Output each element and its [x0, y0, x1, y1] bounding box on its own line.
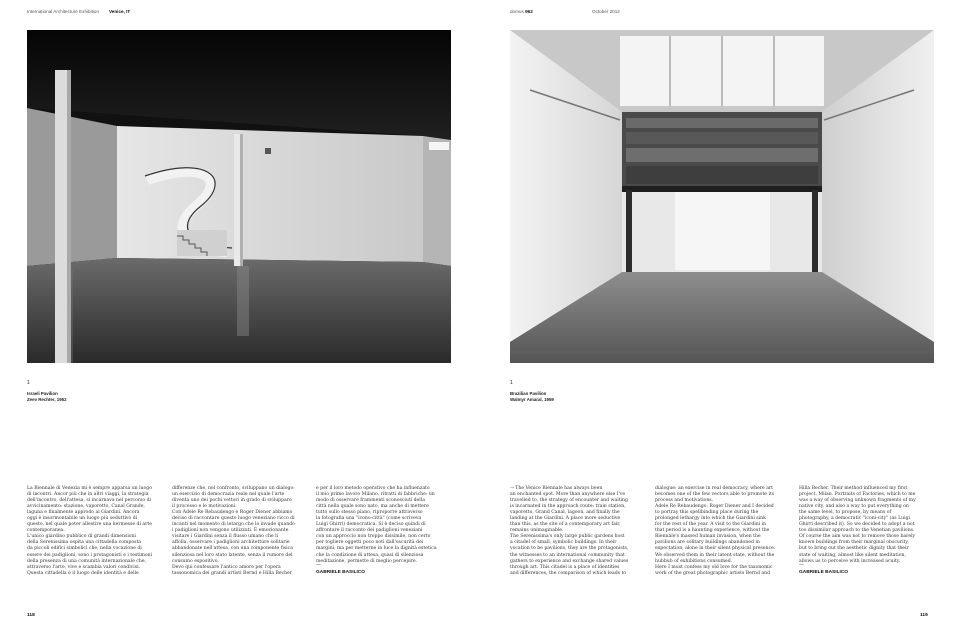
- author-signature-left: GABRIELE BASILICO: [316, 570, 366, 575]
- text-column-en-1: → The Venice Biennale has always been an enchanted spot. More than anywhere else I've travelled to, the strategy of encounter and waiting is incarnated in the approach route: train station, vaporetto, Grand Canal, lagoon, and finally the landing at the Giardini. A place more seductive than this, as the site of a contemporary art fair, remains unimaginable. The Serenissima's only large public gardens host a citadel of small, symbolic buildings. In their vocation to be pavilions, they are the protagonists, the witnesses to an international community that gathers to experience and exchange shared values through art. This citadel is a place of identities and differences, the comparison of which leads to: [510, 486, 629, 576]
- israeli-caption: [27, 381, 67, 402]
- running-head-issue: 962: [525, 9, 533, 14]
- caption-number: 1: [510, 380, 513, 386]
- signature-dash-left: —: [316, 562, 321, 568]
- running-head-place-text: Venice, IT: [109, 9, 131, 14]
- caption-credit: Walmyr Amaral, 1959: [510, 396, 554, 402]
- brazilian-pavilion-image: [510, 30, 934, 363]
- signature-dash-right: —: [799, 562, 804, 568]
- author-signature-right: GABRIELE BASILICO: [799, 570, 849, 575]
- brazilian-pavilion-photo: [510, 30, 934, 363]
- caption-title: Brazilian Pavilion: [510, 391, 547, 397]
- israeli-pavilion-image: [27, 30, 451, 363]
- page-number-right: 119: [920, 613, 928, 618]
- caption-credit: Zeev Rechter, 1952: [27, 396, 67, 402]
- running-head-section: International Architecture Exhibition: [27, 9, 100, 14]
- page-number-left: 118: [27, 613, 35, 618]
- text-column-en-3: Hilla Becher. Their method influenced my first project, Milan. Portraits of Factories, which to me was a way of observing unknown fragments of my native city, and also a way to put everything on the same level, to propose, by means of photography, a democratic "iconi-city" (as Luigi Ghirri described it). So we decided to adopt a not too dissimilar approach to the Venetian pavilions. Of course the aim was not to remove those barely known buildings from their marginal obscurity, but to bring out the aesthetic dignity that their state of waiting, almost like silent meditation, allows us to perceive with increased acuity.: [799, 486, 916, 564]
- running-head-date-text: October 2012: [592, 9, 620, 14]
- running-head-date: [592, 9, 620, 14]
- brazilian-caption: [510, 381, 554, 402]
- caption-title: Israeli Pavilion: [27, 391, 58, 397]
- running-head-place: [109, 9, 130, 14]
- running-head-left: [27, 9, 99, 14]
- text-column-en-2: dialogue: an exercise in real democracy, where art becomes one of the few vectors able to promote its process and motivations. Adele Re Rebaudengo, Roger Diener and I decided to portray this spellbinding place during the prolonged lethargy into which the Giardini sink for the rest of the year. A visit to the Giardini in that period is a haunting experience, without the Biennale's massed human invasion, when the pavilions are solitary buildings abandoned in expectation, alone in their silent physical presence. We observed them in their latent state, without the hubbub of exhibitions consumed. Here I must confess my old love for the taxonomic work of the great photographic artists Bernd and: [655, 486, 776, 576]
- text-column-it-1: La Biennale di Venezia mi è sempre apparsa un luogo di incontri. Ancor più che in altri viaggi, la strategia dell'incontro, dell'attesa, si incarnava nel percorso di avvicinamento: stazione, vaporetto, Canal Grande, laguna e finalmente approdo ai Giardini. Ancora oggi è insormontabile un luogo più seduttivo di questo, nel quale poter allestire una kermesse di arte contemporanea. L'unico giardino pubblico di grandi dimensioni della Serenissima ospita una cittadella composta da piccoli edifici simbolici che, nella vocazione di essere dei padiglioni, sono i protagonisti e i testimoni della presenza di una comunità internazionale che, attraverso l'arte, vive e scambia valori condivisi. Questa cittadella è il luogo delle identità e delle: [27, 486, 153, 576]
- israeli-pavilion-photo: [27, 30, 451, 363]
- caption-number: 1: [27, 380, 30, 386]
- running-head-right: [510, 9, 533, 14]
- text-column-it-2: differenze che, nel confronto, sviluppano un dialogo: un esercizio di democrazia reale nel quale l'arte diventa uno dei pochi vettori in grado di sviluppare il processo e le motivazioni. Con Adele Re Rebaudengo e Roger Diener abbiamo deciso di raccontare questo luogo veneziano ricco di incanti nel momento di letargo che lo invade quando i padiglioni non vengono utilizzati. È emozionante visitare i Giardini senza il flusso umano che li affolla, osservare i padiglioni architetture solitarie abbandonate nell'attesa, con una componente fisica silenziosa nel loro stato latente, senza il rumore del consumo espositivo. Devo qui confessare l'antico amore per l'opera tassonomica dei grandi artisti Bernd e Hilla Becher: [172, 486, 295, 576]
- text-column-it-3: e per il loro metodo operativo che ha influenzato il mio primo lavoro Milano, ritratti di fabbriche: un modo di osservare frammenti sconosciuti della città nella quale sono nato, ma anche di mettere tutto sullo stesso piano, riproporre attraverso la fotografia una "icono-città" (come scriveva Luigi Ghirri) democratica. Si è deciso quindi di affrontare il racconto dei padiglioni veneziani con un approccio non troppo dissimile, non certo per togliere oggetti poco noti dall'oscurità dei margini, ma per metterne in luce la dignità estetica che la condizione di attesa, quasi di silenziosa meditazione, permette di meglio percepire.: [316, 486, 437, 564]
- running-head-magazine: domus: [510, 9, 524, 14]
